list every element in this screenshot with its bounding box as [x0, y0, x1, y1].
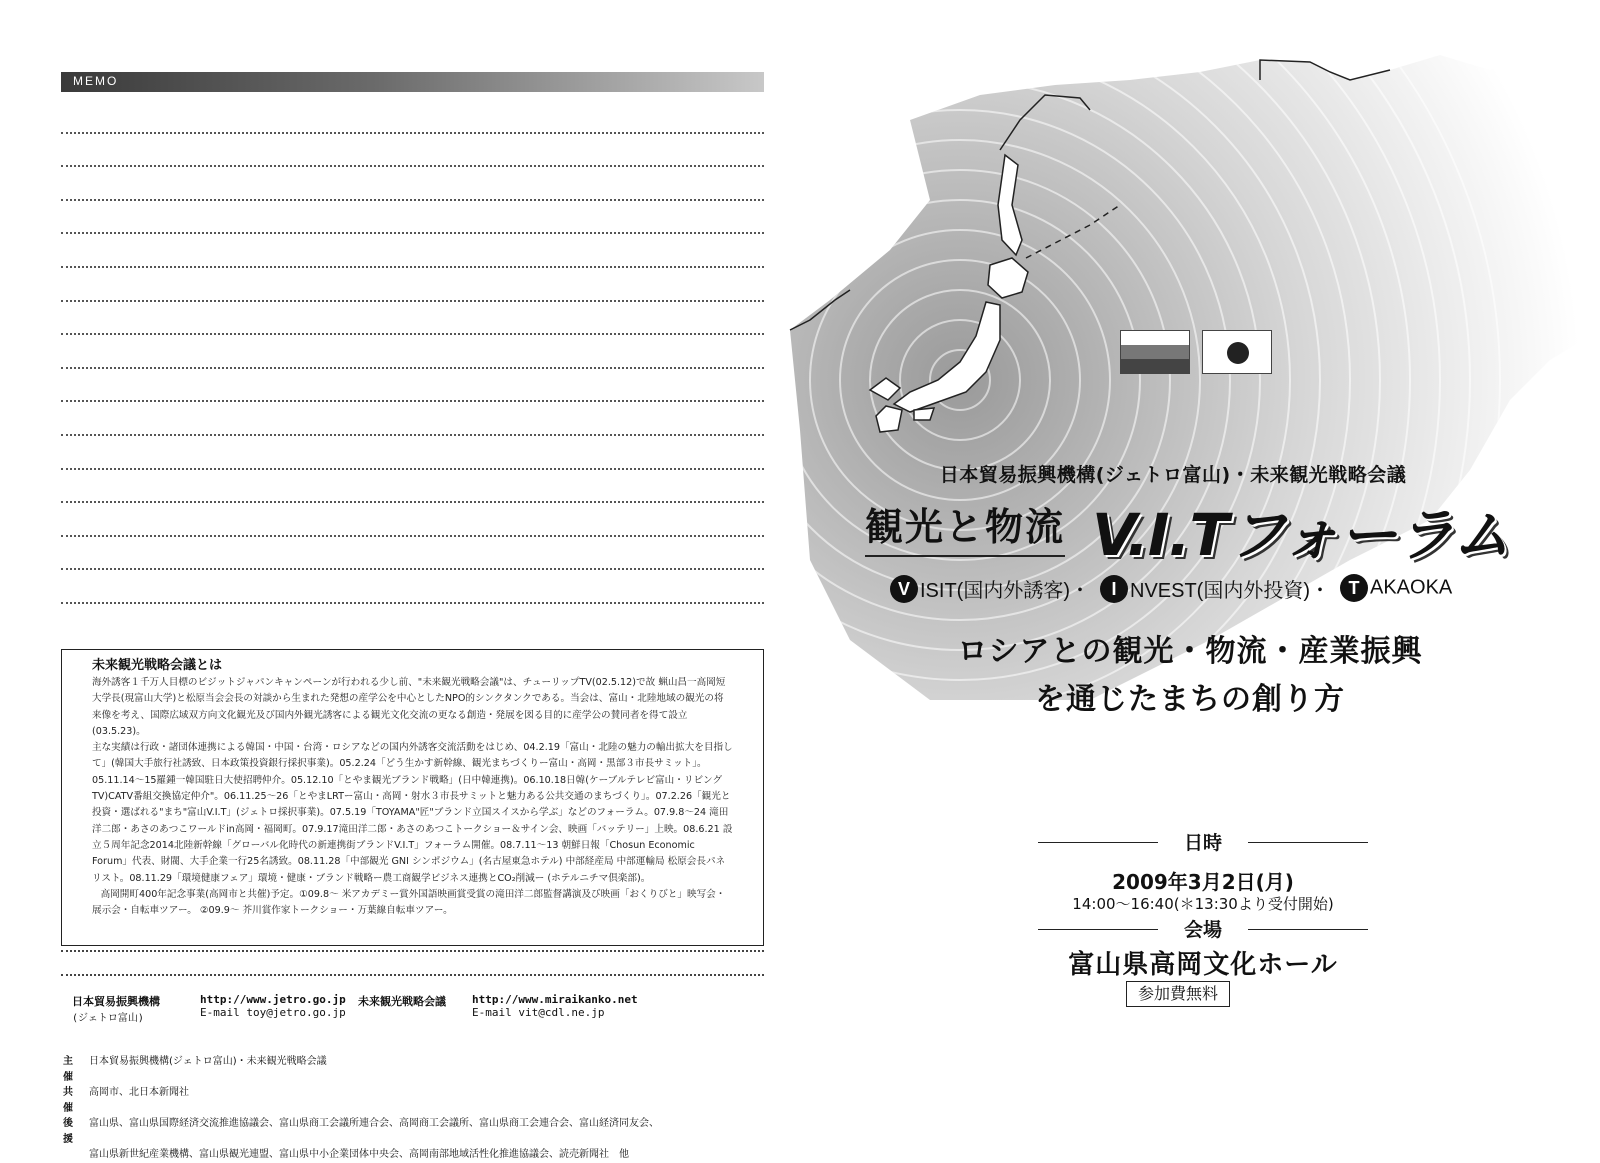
japan-flag [1202, 330, 1272, 374]
org-mirai-contact [472, 993, 638, 1019]
credit-row [63, 1085, 773, 1116]
event-venue: 富山県高岡文化ホール [1068, 950, 1338, 980]
event-subtitle [880, 628, 1500, 724]
credit-row [63, 1147, 773, 1163]
memo-line [61, 201, 764, 235]
org-url-link[interactable]: http://www.miraikanko.net [472, 993, 638, 1006]
shikoku-shape [914, 408, 934, 420]
vit-text: NVEST(国内外投資)・ [1130, 580, 1330, 602]
vit-letter-badge: T [1340, 574, 1368, 602]
credit-value: 日本貿易振興機構(ジェトロ富山)・未来観光戦略会議 [89, 1056, 327, 1067]
credit-row [63, 1116, 773, 1147]
memo-line [61, 570, 764, 604]
memo-line [61, 402, 764, 436]
vit-text: AKAOKA [1370, 576, 1453, 599]
memo-line [61, 167, 764, 201]
memo-label: MEMO [73, 74, 119, 88]
credit-value: 高岡市、北日本新聞社 [89, 1087, 189, 1098]
subtitle-line: ロシアとの観光・物流・産業振興 [957, 634, 1423, 669]
about-box [61, 649, 764, 946]
org-url-link[interactable]: http://www.jetro.go.jp [200, 993, 346, 1006]
org-email-link[interactable]: E-mail vit@cdl.ne.jp [472, 1006, 605, 1019]
org-name: 日本貿易振興機構 [72, 995, 160, 1008]
vit-item-visit [890, 574, 1090, 603]
cover-page [790, 0, 1600, 1132]
organizer-line: 日本貿易振興機構(ジェトロ富山)・未来観光戦略会議 [939, 464, 1407, 486]
memo-line [61, 470, 764, 504]
memo-line [61, 436, 764, 470]
about-paragraph: 海外誘客１千万人目標のビジットジャパンキャンペーンが行われる少し前、"未来観光戦略会議"は、チューリップTV(02.5.12)で故 蝋山昌一高岡短大学長(現富山大学)と松原当会会長の対談から生まれた発想の産学公を中心としたNPO的シンクタンクである。当会は、富山・北陸地域の観光の将来像を考え、国際広域双方向文化観光及び国内外観光誘客による観光文化交流の更なる創造・発展を図る目的に産学公の賛同者を得て設立(03.5.23)。 [92, 677, 726, 737]
date-heading [1038, 828, 1368, 855]
credits [63, 1054, 773, 1163]
vit-item-invest [1100, 574, 1330, 603]
credit-value: 富山県、富山県国際経済交流推進協議会、富山県商工会議所連合会、高岡商工会議所、富山県商工会連合会、富山経済同友会、 [89, 1118, 659, 1129]
date-label: 日時 [1183, 832, 1222, 854]
memo-line [61, 369, 764, 403]
credit-label: 主催 [63, 1056, 77, 1083]
memo-line [61, 503, 764, 537]
event-time: 14:00～16:40(＊13:30より受付開始) [1072, 895, 1334, 913]
credit-row [63, 1054, 773, 1085]
title-vit: V.I.Tフォーラム [1092, 501, 1510, 569]
memo-header-bar [61, 72, 764, 92]
about-title: 未来観光戦略会議とは [92, 658, 223, 673]
memo-line [61, 134, 764, 168]
about-body [92, 675, 733, 919]
divider [61, 950, 764, 976]
about-paragraph: 高岡開町400年記念事業(高岡市と共催)予定。①09.8～ 米アカデミー賞外国語映画賞受賞の滝田洋二郎監督講演及び映画「おくりびと」映写会・展示会・自転車ツアー。 ②09.9～ 芥川賞作家トークショー・万葉線自転車ツアー。 [92, 888, 726, 917]
credit-value: 富山県新世紀産業機構、富山県観光連盟、富山県中小企業団体中央会、高岡南部地域活性化推進協議会、読売新聞社 他 [89, 1149, 629, 1160]
memo-line [61, 335, 764, 369]
memo-lines [61, 100, 764, 604]
vit-item-takaoka [1340, 574, 1452, 602]
memo-line [61, 234, 764, 268]
credit-label: 後援 [63, 1118, 77, 1145]
memo-line [61, 268, 764, 302]
org-jetro-contact [200, 993, 346, 1019]
vit-text: ISIT(国内外誘客)・ [920, 580, 1090, 602]
vit-legend [890, 570, 1580, 606]
event-title [860, 494, 1560, 569]
russia-flag [1120, 330, 1190, 374]
org-mirai [358, 993, 446, 1009]
about-paragraph: 主な実績は行政・諸団体連携による韓国・中国・台湾・ロシアなどの国内外誘客交流活動をはじめ、04.2.19「富山・北陸の魅力の輸出拡大を目指して」(韓国大手旅行社誘致、日本政策投資銀行採択事業)。05.2.24「どう生かす新幹線、観光まちづくりー富山・高岡・黒部３市長サミット」。05.11.14～15羅鍾一韓国駐日大使招聘仲介。05.12.10「とやま観光ブランド戦略」(日中韓連携)。06.10.18日韓(ケーブルテレビ富山・リビングTV)CATV番組交換協定仲介"。06.11.25～26「とやまLRTー富山・高岡・射水３市長サミットと魅力ある公共交通のまちづくり」。07.2.26「観光と投資・選ばれる"まち"富山V.I.T」(ジェトロ採択事業)。07.5.19「TOYAMA"匠"ブランド立国スイスから学ぶ」などのフォーラム。07.9.8～24 滝田洋二郎・あさのあつこワールドin高岡・福岡町。07.9.17滝田洋二郎・あさのあつこトークショー＆サイン会、映画「バッテリー」上映。08.6.21 設立５周年記念2014北陸新幹線「グローバル化時代の新連携街ブランドV.I.T」フォーラム開催。08.7.11～13 朝鮮日報「Chosun Economic Forum」代表、財閥、大手企業一行25名誘致。08.11.28「中部観光 GNI シンポジウム」(名古屋東急ホテル) 中部経産局 中部運輸局 松原会長パネリスト。08.11.29「環境健康フェア」環境・健康・ブランド戦略ー農工商観学ビジネス連携とCO₂削減ー (ホテルニチマ倶楽部)。 [92, 742, 733, 884]
org-sub: (ジェトロ富山) [72, 1013, 144, 1024]
credit-label: 共催 [63, 1087, 77, 1114]
org-name: 未来観光戦略会議 [358, 995, 446, 1008]
vit-letter-badge: I [1100, 575, 1128, 603]
venue-label: 会場 [1183, 919, 1222, 941]
vit-letter-badge: V [890, 575, 918, 603]
memo-line [61, 302, 764, 336]
org-jetro [72, 993, 160, 1024]
memo-line [61, 537, 764, 571]
memo-line [61, 100, 764, 134]
credit-label [63, 1147, 89, 1163]
fee-badge: 参加費無料 [1126, 981, 1230, 1007]
venue-heading [1038, 915, 1368, 942]
event-date: 2009年3月2日(月) [1112, 870, 1294, 894]
title-jp: 観光と物流 [865, 496, 1065, 557]
subtitle-line: を通じたまちの創り方 [1035, 682, 1345, 717]
org-email-link[interactable]: E-mail toy@jetro.go.jp [200, 1006, 346, 1019]
